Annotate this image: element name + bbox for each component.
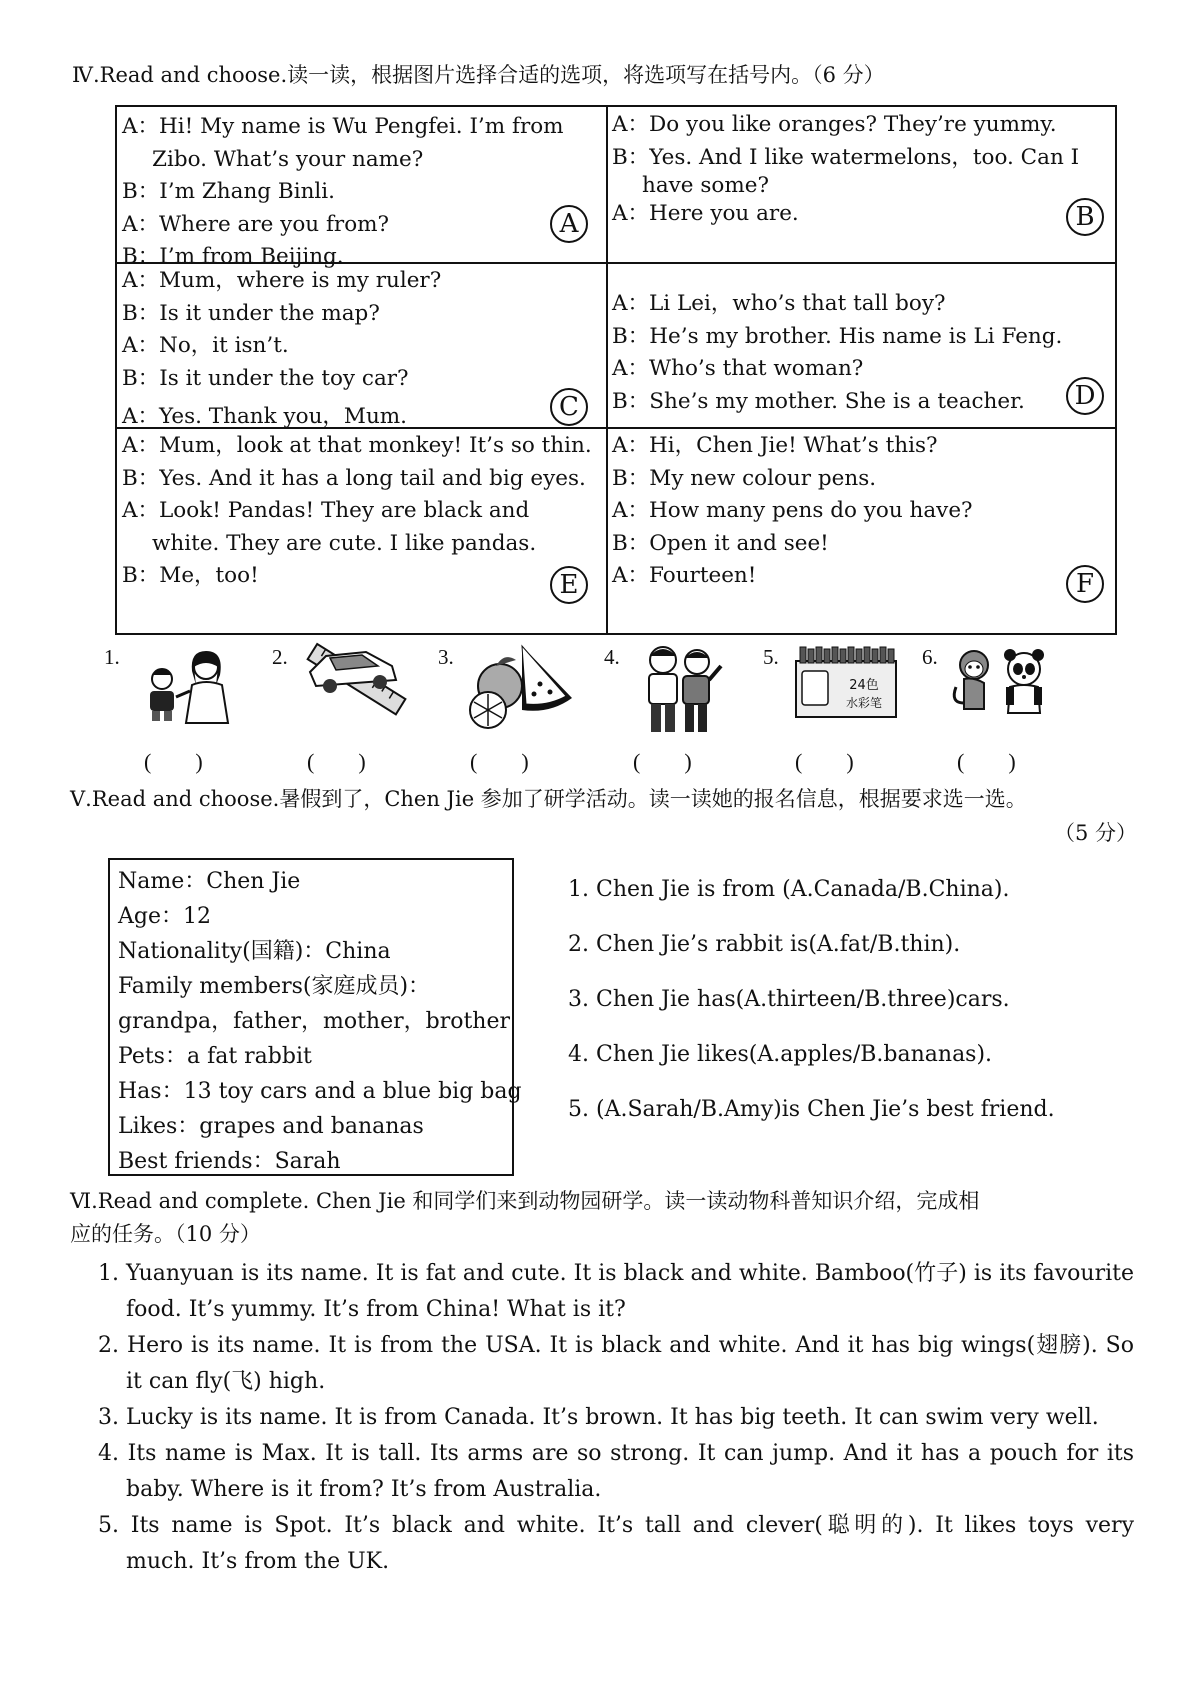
dialogue-line: B：I’m Zhang Binli. <box>122 179 336 204</box>
question-item[interactable]: 2. Chen Jie’s rabbit is(A.fat/B.thin). <box>568 932 961 957</box>
dialogue-line: A：Li Lei，who’s that tall boy? <box>612 291 946 316</box>
dialogue-line: A：Where are you from? <box>122 211 390 237</box>
dialogue-line: A：Yes. Thank you，Mum. <box>122 404 408 429</box>
answer-blank[interactable]: ( ) <box>307 749 366 774</box>
dialogue-line: B：He’s my brother. His name is Li Feng. <box>612 323 1063 349</box>
dialogue-line: A：Hi! My name is Wu Pengfei. I’m from <box>122 114 564 139</box>
picture-number: 4. <box>604 645 620 669</box>
answer-blank[interactable]: ( ) <box>470 749 529 774</box>
orange-and-watermelon-icon <box>460 640 580 732</box>
dialogue-line: A：Mum，look at that monkey! It’s so thin. <box>122 433 592 458</box>
paragraph-line: 3. Lucky is its name. It is from Canada. It’s brown. It has big teeth. It can swim very well. <box>98 1405 1099 1430</box>
dialogue-f <box>612 430 1112 593</box>
animal-paragraph <box>98 1328 1134 1400</box>
option-label-b: B <box>1066 198 1104 236</box>
dialogue-line: B：She’s my mother. She is a teacher. <box>612 388 1025 414</box>
animal-paragraph <box>98 1400 1134 1436</box>
section-5-title: Ⅴ.Read and choose.暑假到了，Chen Jie 参加了研学活动。读一读她的报名信息，根据要求选一选。 <box>70 787 1027 811</box>
option-label-e: E <box>550 566 588 604</box>
option-label-c: C <box>550 388 588 426</box>
info-line: Nationality(国籍)：China <box>118 939 391 964</box>
picture-number: 5. <box>763 645 779 669</box>
dialogue-line: B：Me，too! <box>122 563 259 588</box>
dialogue-line: A：Here you are. <box>612 201 799 226</box>
info-line: grandpa，father，mother，brother <box>118 1009 511 1034</box>
dialogue-line: have some? <box>642 173 769 198</box>
animal-paragraph <box>98 1256 1134 1328</box>
paragraph-line: 4. Its name is Max. It is tall. Its arms are so strong. It can jump. And it has a pouch for its <box>98 1441 1134 1466</box>
colour-pens-box-icon <box>792 643 902 721</box>
picture-number: 6. <box>922 645 938 669</box>
info-line: Best friends：Sarah <box>118 1149 341 1174</box>
dialogue-table <box>115 105 1117 635</box>
picture-number: 3. <box>438 645 454 669</box>
paragraph-line: 2. Hero is its name. It is from the USA. It is black and white. And it has big wings(翅膀). So <box>98 1333 1134 1358</box>
question-item[interactable]: 3. Chen Jie has(A.thirteen/B.three)cars. <box>568 987 1010 1012</box>
answer-blank[interactable]: ( ) <box>144 749 203 774</box>
question-item[interactable]: 4. Chen Jie likes(A.apples/B.bananas). <box>568 1042 993 1067</box>
animal-paragraph <box>98 1508 1134 1580</box>
dialogue-line: A：Fourteen! <box>612 563 757 588</box>
paragraph-line: much. It’s from the UK. <box>126 1549 390 1574</box>
question-list <box>568 862 1055 1137</box>
dialogue-line: B：My new colour pens. <box>612 465 877 491</box>
dialogue-line: A：No，it isn’t. <box>122 333 289 358</box>
dialogue-line: B：Open it and see! <box>612 530 829 556</box>
dialogue-line: B：Yes. And it has a long tail and big eyes. <box>122 465 586 491</box>
option-label-d: D <box>1066 377 1104 415</box>
dialogue-line: A：Who’s that woman? <box>612 356 864 381</box>
answer-blank[interactable]: ( ) <box>795 749 854 774</box>
paragraph-line: baby. Where is it from? It’s from Australia. <box>126 1477 602 1502</box>
monkey-and-panda-icon <box>950 643 1062 723</box>
dialogue-line: B：Yes. And I like watermelons，too. Can I <box>612 144 1080 170</box>
boy-and-woman-icon <box>132 645 244 725</box>
answer-blank[interactable]: ( ) <box>633 749 692 774</box>
section-6-title: Ⅵ.Read and complete. Chen Jie 和同学们来到动物园研学。读一读动物科普知识介绍，完成相 <box>70 1189 980 1213</box>
dialogue-line: B：Is it under the map? <box>122 300 380 326</box>
option-label-a: A <box>550 205 588 243</box>
info-line: Family members(家庭成员)： <box>118 974 431 999</box>
table-divider <box>606 107 608 634</box>
dialogue-line: A：Look! Pandas! They are black and <box>122 498 530 523</box>
box-label: 24色 <box>849 678 879 693</box>
dialogue-line: white. They are cute. I like pandas. <box>152 530 537 556</box>
dialogue-a <box>122 111 604 274</box>
picture-number: 2. <box>272 645 288 669</box>
info-line: Name：Chen Jie <box>118 869 301 894</box>
picture-number: 1. <box>104 645 120 669</box>
animal-paragraph <box>98 1436 1134 1508</box>
box-label: 水彩笔 <box>845 696 883 710</box>
dialogue-e <box>122 430 604 593</box>
dialogue-line: A：Do you like oranges? They’re yummy. <box>612 112 1057 137</box>
paragraph-line: 5. Its name is Spot. It’s black and white. It’s tall and clever(聪明的). It likes toys very <box>98 1513 1134 1538</box>
info-line: Age：12 <box>118 904 211 929</box>
dialogue-line: B：I’m from Beijing. <box>122 244 344 269</box>
info-line: Likes：grapes and bananas <box>118 1114 424 1139</box>
question-item[interactable]: 1. Chen Jie is from (A.Canada/B.China). <box>568 877 1010 902</box>
two-boys-icon <box>635 640 725 740</box>
dialogue-d <box>612 288 1112 418</box>
dialogue-line: A：Hi，Chen Jie! What’s this? <box>612 433 938 458</box>
dialogue-c <box>122 265 604 434</box>
dialogue-line: A：How many pens do you have? <box>612 498 973 523</box>
info-line: Pets：a fat rabbit <box>118 1044 312 1069</box>
paragraph-line: 1. Yuanyuan is its name. It is fat and cute. It is black and white. Bamboo(竹子) is its favourite <box>98 1261 1134 1286</box>
dialogue-line: B：Is it under the toy car? <box>122 365 409 391</box>
section-6-title: 应的任务。（10 分） <box>70 1222 261 1246</box>
dialogue-line: Zibo. What’s your name? <box>152 146 424 172</box>
option-label-f: F <box>1066 565 1104 603</box>
dialogue-b <box>612 109 1112 231</box>
section-5-score: （5 分） <box>1054 821 1138 845</box>
paragraph-line: it can fly(飞) high. <box>126 1369 326 1394</box>
dialogue-line: A：Mum，where is my ruler? <box>122 268 442 293</box>
answer-blank[interactable]: ( ) <box>957 749 1016 774</box>
question-item[interactable]: 5. (A.Sarah/B.Amy)is Chen Jie’s best friend. <box>568 1097 1055 1122</box>
paragraph-line: food. It’s yummy. It’s from China! What is it? <box>126 1297 626 1322</box>
toy-car-and-ruler-icon <box>296 638 414 720</box>
registration-info-box <box>108 858 522 1176</box>
info-line: Has：13 toy cars and a blue big bag <box>118 1079 522 1104</box>
section-4-title: Ⅳ.Read and choose.读一读，根据图片选择合适的选项，将选项写在括号内。（6 分） <box>72 63 885 87</box>
